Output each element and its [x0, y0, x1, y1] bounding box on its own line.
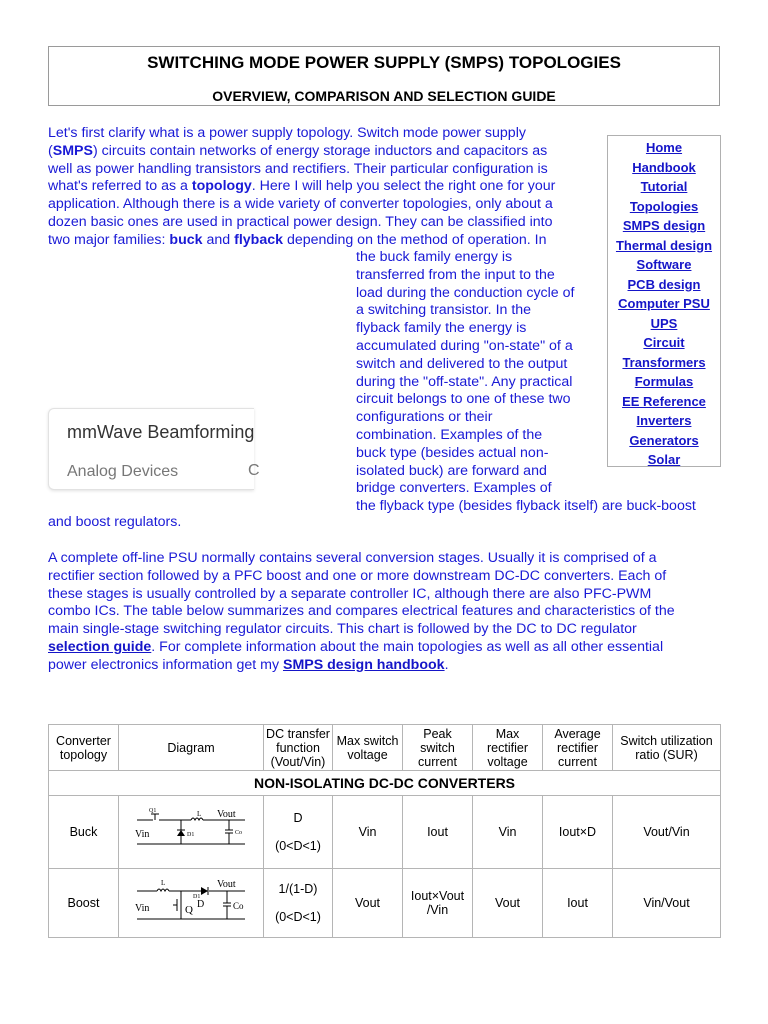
buck-vout-label: Vout [217, 808, 236, 820]
buck-l-label: L [197, 809, 202, 818]
intro-line: (SMPS) circuits contain networks of energy storage inductors and capacitors as [48, 142, 548, 159]
cell-max-rectifier-voltage: Vin [473, 796, 543, 869]
cell-peak-switch-current: Iout [403, 796, 473, 869]
intro-line: well as power handling transistors and rectifiers. Their particular configuration is [48, 160, 548, 177]
table-header-row [49, 725, 721, 771]
para-line: A complete off-line PSU normally contains several conversion stages. Usually it is comprised of a [48, 550, 657, 566]
boost-vin-label: Vin [135, 902, 150, 914]
cell-max-rectifier-voltage: Vout [473, 869, 543, 938]
table-row [49, 796, 721, 869]
header-max-switch-voltage: Max switch voltage [333, 725, 403, 771]
page-title: SWITCHING MODE POWER SUPPLY (SMPS) TOPOLOGIES [147, 53, 621, 72]
intro-line: two major families: buck and flyback depending on the method of operation. In [48, 231, 547, 248]
intro-line: load during the conduction cycle of [356, 284, 575, 301]
boost-d-label: D [197, 898, 205, 910]
nav-ups[interactable]: UPS [650, 315, 678, 331]
intro-last-line: and boost regulators. [48, 514, 182, 530]
cell-topology: Boost [49, 869, 119, 938]
intro-line: combination. Examples of the [356, 426, 543, 443]
boost-d1-label: D1 [193, 893, 201, 900]
transfer-value: 1/(1-D) [278, 882, 318, 896]
cell-max-switch-voltage: Vout [333, 869, 403, 938]
buck-d-label: D1 [187, 831, 195, 838]
para-line: combo ICs. The table below summarizes and compares electrical features and characteristics of the [48, 603, 675, 620]
nav-circuit[interactable]: Circuit [643, 335, 685, 350]
cell-diagram [119, 869, 264, 938]
para-line: selection guide. For complete information about the main topologies as well as all other essential [48, 638, 664, 655]
para-line: rectifier section followed by a PFC boost and one or more downstream DC-DC converters. Each of [48, 567, 667, 584]
header-switch-utilization: Switch utilization ratio (SUR) [613, 725, 721, 771]
intro-paragraph [48, 125, 608, 250]
nav-thermal-design[interactable]: Thermal design [615, 237, 713, 253]
header-diagram: Diagram [119, 725, 264, 771]
cell-diagram [119, 796, 264, 869]
table-row [49, 869, 721, 938]
nav-ee-reference[interactable]: EE Reference [622, 393, 706, 409]
boost-l-label: L [161, 878, 166, 887]
transfer-range: (0<D<1) [275, 839, 321, 853]
intro-line: transferred from the input to the [356, 266, 555, 283]
intro-line: accumulated during "on-state" of a [356, 337, 573, 354]
para-line: power electronics information get my SMPS design handbook. [48, 656, 449, 673]
transfer-range: (0<D<1) [275, 910, 321, 924]
intro-line: isolated buck) are forward and [356, 462, 547, 479]
nav-smps-design[interactable]: SMPS design [622, 218, 706, 233]
intro-line: the flyback type (besides flyback itself) are buck-boost [356, 498, 696, 515]
nav-tutorial[interactable]: Tutorial [640, 179, 688, 194]
intro-line: circuit belongs to one of these two [356, 391, 571, 408]
ad-card[interactable] [48, 408, 254, 490]
flyback-term: flyback [234, 231, 284, 248]
nav-solar[interactable]: Solar [647, 452, 681, 467]
buck-term: buck [169, 231, 203, 248]
cell-transfer-function [264, 796, 333, 869]
nav-formulas[interactable]: Formulas [634, 374, 694, 389]
header-converter-topology: Converter topology [49, 725, 119, 771]
buck-vin-label: Vin [135, 828, 150, 840]
intro-line: a switching transistor. In the [356, 302, 532, 319]
nav-topologies[interactable]: Topologies [629, 198, 699, 214]
selection-guide-link[interactable]: selection guide [48, 638, 152, 655]
ad-advertiser[interactable]: Analog Devices [67, 463, 179, 480]
intro-line: application. Although there is a wide variety of converter topologies, only about a [48, 196, 553, 213]
intro-line: Let's first clarify what is a power supply topology. Switch mode power supply [48, 125, 526, 141]
nav-home[interactable]: Home [645, 140, 683, 155]
header-average-rectifier-current: Average rectifier current [543, 725, 613, 771]
intro-line: bridge converters. Examples of [356, 480, 552, 497]
boost-vout-label: Vout [217, 878, 236, 890]
cell-topology: Buck [49, 796, 119, 869]
second-paragraph [48, 550, 728, 675]
boost-circuit-diagram [131, 877, 251, 927]
topology-comparison-table [48, 724, 721, 938]
cell-switch-utilization: Vout/Vin [613, 796, 721, 869]
intro-line: switch and delivered to the output [356, 355, 568, 372]
boost-c-label: Co [233, 900, 244, 911]
nav-software[interactable]: Software [636, 257, 692, 272]
buck-q-label: Q1 [149, 807, 157, 814]
transfer-value: D [293, 811, 303, 825]
header-peak-switch-current: Peak switch current [403, 725, 473, 771]
nav-pcb-design[interactable]: PCB design [627, 276, 701, 292]
header-max-rectifier-voltage: Max rectifier voltage [473, 725, 543, 771]
cell-transfer-function [264, 869, 333, 938]
buck-circuit-diagram [131, 806, 251, 856]
cell-average-rectifier-current: Iout [543, 869, 613, 938]
intro-line: buck type (besides actual non- [356, 444, 549, 461]
boost-q-label: Q [185, 903, 193, 916]
smps-term: SMPS [52, 142, 93, 159]
cell-max-switch-voltage: Vin [333, 796, 403, 869]
nav-inverters[interactable]: Inverters [636, 413, 692, 428]
nav-generators[interactable]: Generators [629, 432, 699, 448]
section-non-isolating: NON-ISOLATING DC-DC CONVERTERS [49, 771, 721, 796]
header-dc-transfer: DC transfer function (Vout/Vin) [264, 725, 333, 771]
table-section-row [49, 771, 721, 796]
cell-peak-switch-current [403, 869, 473, 938]
ad-overflow-text: C [248, 462, 260, 479]
intro-wrap-column [356, 249, 721, 516]
para-line: these stages is usually controlled by a separate controller IC, although there are also PFC-PWM [48, 585, 652, 602]
cell-average-rectifier-current: Iout×D [543, 796, 613, 869]
nav-computer-psu[interactable]: Computer PSU [618, 296, 710, 311]
para-line: main single-stage switching regulator circuits. This chart is followed by the DC to DC regulator [48, 621, 637, 638]
smps-handbook-link[interactable]: SMPS design handbook [282, 656, 445, 673]
nav-handbook[interactable]: Handbook [632, 159, 696, 175]
title-box [48, 46, 720, 106]
ad-title[interactable]: mmWave Beamforming [67, 422, 254, 442]
buck-c-label: Co [235, 829, 243, 836]
topology-term: topology [191, 178, 252, 195]
nav-transformers[interactable]: Transformers [622, 354, 706, 370]
intro-line: configurations or their [356, 409, 493, 426]
intro-line: the buck family energy is [356, 249, 513, 265]
intro-line: flyback family the energy is [356, 320, 527, 337]
cell-switch-utilization: Vin/Vout [613, 869, 721, 938]
intro-line: what's referred to as a topology. Here I will help you select the right one for your [48, 178, 556, 195]
intro-line: dozen basic ones are used in practical power design. They can be classified into [48, 213, 553, 230]
peak-current-value: Iout×Vout /Vin [410, 889, 465, 917]
page-subtitle: OVERVIEW, COMPARISON AND SELECTION GUIDE [212, 88, 556, 104]
intro-line: during the "off-state". Any practical [356, 373, 573, 390]
